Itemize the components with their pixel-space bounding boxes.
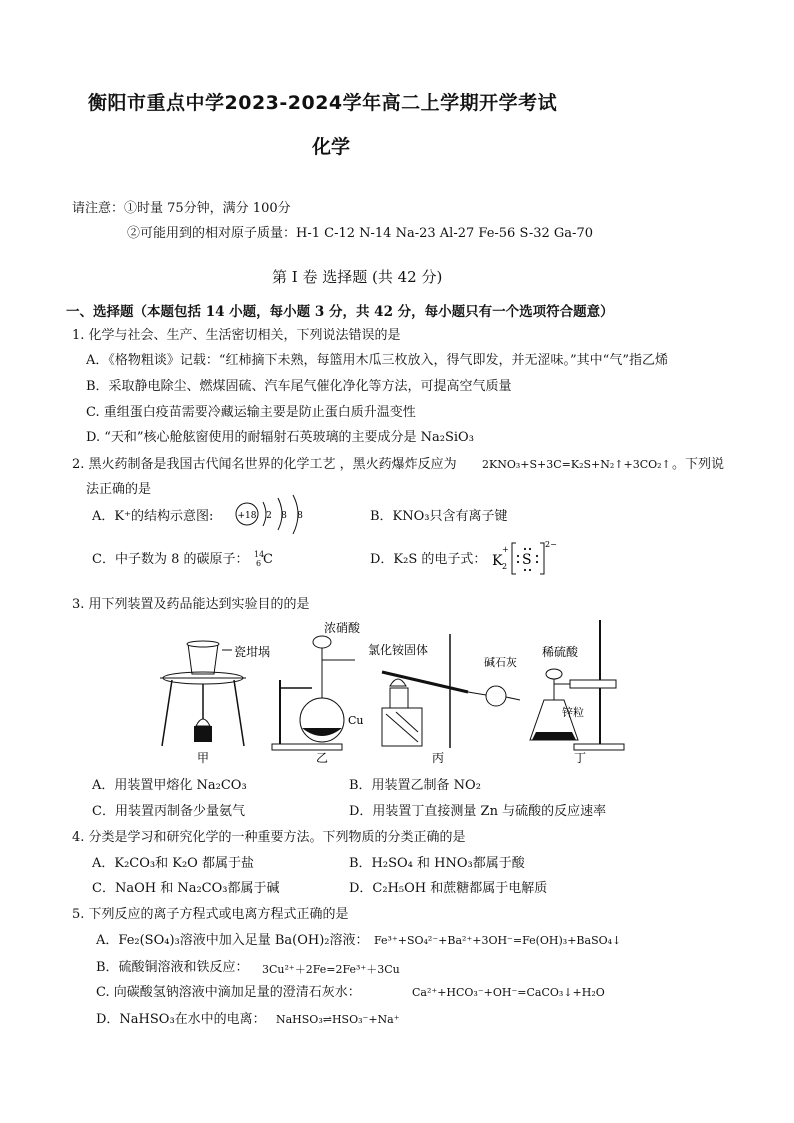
electron-dot [529, 548, 531, 550]
potassium-subscript: 2 [502, 562, 508, 571]
apparatus-bing [368, 634, 520, 765]
q5-stem: 5. 下列反应的离子方程式或电离方程式正确的是 [72, 907, 349, 922]
q1-stem: 1. 化学与社会、生产、生活密切相关，下列说法错误的是 [72, 328, 401, 343]
q5-option-b-equation: 3Cu²⁺＋2Fe=2Fe³⁺＋3Cu [262, 963, 400, 976]
nh4cl-label: 氯化铵固体 [368, 643, 429, 657]
q5-option-c: C. 向碳酸氢钠溶液中滴加足量的澄清石灰水： [96, 985, 361, 1000]
tripod-leg [162, 680, 172, 746]
crucible-lid [187, 641, 219, 647]
electron-dot [524, 569, 526, 571]
q5-option-a-equation: Fe³⁺+SO₄²⁻+Ba²⁺+3OH⁻=Fe(OH)₃+BaSO₄↓ [374, 934, 622, 947]
apparatus-figure [150, 616, 640, 768]
q2-option-c: C．中子数为 8 的碳原子： [92, 552, 249, 567]
label-ding: 丁 [574, 751, 587, 765]
q3-option-c: C．用装置丙制备少量氨气 [92, 804, 245, 819]
q3-option-d: D．用装置丁直接测量 Zn 与硫酸的反应速率 [349, 804, 607, 819]
lamp-flame [390, 679, 406, 686]
exam-title: 衡阳市重点中学2023-2024学年高二上学期开学考试 [88, 92, 558, 114]
shell-count-3: 8 [297, 511, 303, 521]
copper-label: Cu [348, 714, 364, 727]
nucleus-charge: +18 [237, 511, 257, 521]
electron-dot [536, 555, 538, 557]
q1-option-c: C. 重组蛋白疫苗需要冷藏运输主要是防止蛋白质升温变性 [86, 405, 416, 420]
q3-stem: 3. 用下列装置及药品能达到实验目的的是 [72, 597, 310, 612]
stand-base [272, 744, 342, 750]
q4-stem: 4. 分类是学习和研究化学的一种重要方法。下列物质的分类正确的是 [72, 830, 466, 845]
q5-option-a: A．Fe₂(SO₄)₃溶液中加入足量 Ba(OH)₂溶液： [96, 933, 369, 948]
electron-dot [529, 569, 531, 571]
q2-option-a: A．K⁺的结构示意图: [92, 509, 214, 524]
crucible-label: 瓷坩埚 [234, 645, 271, 659]
section-heading: 一、选择题（本题包括 14 小题，每小题 3 分，共 42 分，每小题只有一个选项符合题意） [66, 304, 614, 320]
connector [468, 692, 486, 695]
shell-count-1: 2 [266, 511, 272, 521]
part-heading: 第 I 卷 选择题 (共 42 分) [272, 268, 443, 286]
alcohol-lamp [194, 726, 212, 742]
carbon-symbol: C [263, 552, 273, 567]
outlet [506, 697, 520, 700]
q4-option-c: C．NaOH 和 Na₂CO₃都属于碱 [92, 881, 280, 896]
electron-dot [517, 555, 519, 557]
q2-equation: 2KNO₃+S+3C=K₂S+N₂↑+3CO₂↑ [482, 458, 671, 471]
drying-tube-bulb [486, 686, 506, 706]
q2-option-d: D．K₂S 的电子式： [370, 552, 487, 567]
dropping-funnel [313, 636, 331, 648]
electron-dot [536, 561, 538, 563]
q2-option-b: B．KNO₃只含有离子键 [370, 509, 508, 524]
syringe [570, 680, 616, 688]
q2-stem-2: 法正确的是 [86, 482, 152, 497]
shell-count-2: 8 [281, 511, 287, 521]
q5-option-d: D．NaHSO₃在水中的电离： [96, 1012, 266, 1027]
q2-stem-tail: 。下列说 [672, 457, 725, 472]
dil-sulfuric-label: 稀硫酸 [542, 645, 579, 659]
crucible-shape [188, 644, 218, 674]
apparatus-ding [530, 620, 624, 765]
q1-option-a: A．《格物粗谈》记载：“红柿摘下未熟，每篮用木瓜三枚放入，得气即发，并无涩味。”其中“气”指乙烯 [86, 353, 668, 368]
q5-option-c-equation: Ca²⁺+HCO₃⁻+OH⁻=CaCO₃↓+H₂O [412, 986, 605, 999]
right-bracket [540, 543, 544, 574]
atomic-number: 6 [256, 559, 262, 568]
electron-dot [524, 548, 526, 550]
sulfide-charge: 2− [545, 540, 557, 549]
tripod-leg [234, 680, 244, 746]
q3-option-a: A．用装置甲熔化 Na₂CO₃ [92, 778, 247, 793]
alcohol-lamp-flame [196, 719, 210, 726]
k2s-electron-formula [490, 538, 560, 578]
label-yi: 乙 [316, 751, 329, 765]
q1-option-b: B．采取静电除尘、燃煤固硫、汽车尾气催化净化等方法，可提高空气质量 [86, 379, 512, 394]
mass-number: 14 [254, 550, 265, 559]
left-bracket [512, 543, 516, 574]
q1-option-d: D. “天和”核心舱舷窗使用的耐辐射石英玻璃的主要成分是 Na₂SiO₃ [86, 430, 474, 445]
sulfur-symbol: S [522, 552, 532, 568]
label-jia: 甲 [197, 751, 210, 765]
label-bing: 丙 [432, 751, 445, 765]
alcohol-lamp [390, 688, 408, 708]
k-ion-structure-diagram [233, 494, 313, 538]
q2-stem: 2. 黑火药制备是我国古代闻名世界的化学工艺 ，黑火药爆炸反应为 [72, 457, 457, 472]
potassium-charge: + [502, 545, 509, 554]
q5-option-d-equation: NaHSO₃⇌HSO₃⁻+Na⁺ [276, 1013, 400, 1026]
potassium-symbol: K [492, 553, 503, 569]
q4-option-b: B．H₂SO₄ 和 HNO₃都属于酸 [349, 856, 525, 871]
zinc-granules [532, 732, 576, 740]
electron-dot [517, 561, 519, 563]
q4-option-a: A．K₂CO₃和 K₂O 都属于盐 [92, 856, 254, 871]
notice-line-2: ②可能用到的相对原子质量：H-1 C-12 N-14 Na-23 Al-27 Fe-56 S-32 Ga-70 [127, 226, 593, 241]
dropping-funnel [546, 669, 562, 679]
zinc-label: 锌粒 [562, 706, 584, 719]
q3-option-b: B．用装置乙制备 NO₂ [349, 778, 481, 793]
soda-lime-label: 碱石灰 [484, 656, 517, 669]
subject-title: 化学 [312, 136, 351, 158]
conc-nitric-label: 浓硝酸 [324, 621, 361, 635]
notice-line-1: 请注意：①时量 75分钟，满分 100分 [72, 201, 291, 216]
stand-base [574, 744, 624, 750]
q4-option-d: D．C₂H₅OH 和蔗糖都属于电解质 [349, 881, 548, 896]
q5-option-b: B．硫酸铜溶液和铁反应： [96, 960, 249, 975]
apparatus-yi [272, 620, 364, 765]
apparatus-jia [160, 641, 270, 765]
